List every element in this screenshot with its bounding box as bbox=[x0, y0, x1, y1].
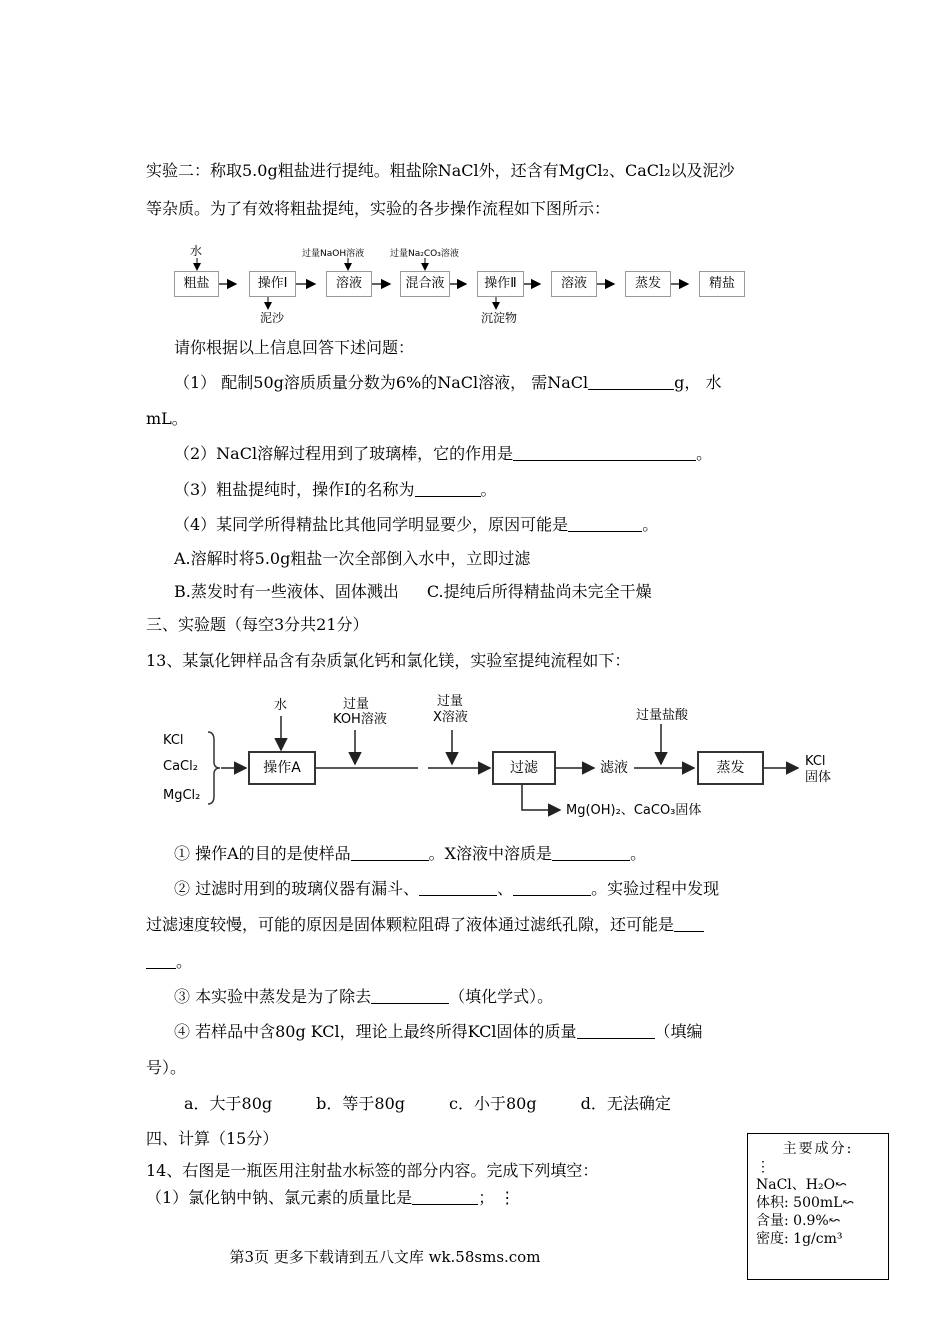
q2-text-b: 。 bbox=[696, 444, 713, 463]
q4-text-a: （4）某同学所得精盐比其他同学明显要少，原因可能是 bbox=[174, 515, 569, 534]
sample-mgcl2: MgCl₂ bbox=[163, 788, 201, 803]
question-1 bbox=[174, 372, 721, 394]
q4-blank[interactable] bbox=[568, 515, 642, 532]
tail-icon: ↜ bbox=[842, 1195, 855, 1211]
q2-blank[interactable] bbox=[513, 444, 696, 461]
flow2-product-kcl: KCl bbox=[805, 754, 826, 769]
subq-2 bbox=[174, 878, 719, 900]
c2-line2-text: 过滤速度较慢，可能的原因是固体颗粒阻碍了液体通过滤纸孔隙，还可能是 bbox=[146, 915, 675, 934]
question-3 bbox=[174, 479, 497, 501]
c2-blank-3[interactable] bbox=[674, 915, 704, 932]
tail-icon: ↜ bbox=[835, 1177, 847, 1193]
choice-c: c．小于80g bbox=[449, 1094, 537, 1113]
flow1-box-operation-1: 操作Ⅰ bbox=[249, 271, 296, 297]
label-l2-text: 体积: 500mL bbox=[756, 1195, 843, 1211]
q1-text-c: mL。 bbox=[146, 409, 188, 428]
question-2 bbox=[174, 443, 712, 465]
option-a: A.溶解时将5.0g粗盐一次全部倒入水中，立即过滤 bbox=[174, 549, 531, 568]
q14-1-text-b: ； bbox=[478, 1188, 495, 1207]
q14-1-dots: ⋮ bbox=[494, 1188, 516, 1207]
q1-text-b: g， 水 bbox=[674, 373, 722, 392]
c2-text-b: 、 bbox=[497, 879, 514, 898]
c4-text-a: ④ 若样品中含80g KCl，理论上最终所得KCl固体的质量 bbox=[174, 1022, 577, 1041]
c2-blank-2[interactable] bbox=[513, 879, 591, 896]
label-l3-text: 含量: 0.9% bbox=[756, 1213, 829, 1229]
option-b: B.蒸发时有一些液体、固体溅出 bbox=[174, 582, 399, 601]
q14-1-blank[interactable] bbox=[412, 1188, 478, 1205]
c2-text-a: ② 过滤时用到的玻璃仪器有漏斗、 bbox=[174, 879, 420, 898]
flow2-filtrate: 滤液 bbox=[600, 760, 628, 776]
q3-blank[interactable] bbox=[415, 480, 481, 497]
c3-text-a: ③ 本实验中蒸发是为了除去 bbox=[174, 987, 372, 1006]
label-line-4: 密度: 1g/cm³ bbox=[756, 1231, 843, 1247]
subq-3 bbox=[174, 986, 553, 1008]
exp2-line1: 实验二：称取5.0g粗盐进行提纯。粗盐除NaCl外，还含有MgCl₂、CaCl₂以及泥沙 bbox=[146, 161, 735, 180]
flow2-box-evaporate: 蒸发 bbox=[697, 751, 764, 785]
c2-text-c: 。实验过程中发现 bbox=[591, 879, 720, 898]
flow1-reagent-naoh: 过量NaOH溶液 bbox=[302, 249, 365, 259]
question-14: 14、右图是一瓶医用注射盐水标签的部分内容。完成下列填空： bbox=[146, 1161, 599, 1180]
question-14-1 bbox=[146, 1187, 515, 1209]
choice-d: d．无法确定 bbox=[580, 1094, 671, 1113]
q2-text-a: （2）NaCl溶解过程用到了玻璃棒，它的作用是 bbox=[174, 444, 514, 463]
c1-text-a: ① 操作A的目的是使样品 bbox=[174, 844, 351, 863]
subq-1 bbox=[174, 843, 646, 865]
c1-blank-1[interactable] bbox=[351, 844, 429, 861]
label-l1-text: NaCl、H₂O bbox=[756, 1177, 836, 1193]
subq-2-line2 bbox=[146, 914, 704, 936]
choice-b: b．等于80g bbox=[316, 1094, 406, 1113]
c2-line3-end: 。 bbox=[176, 952, 193, 971]
question-4 bbox=[174, 514, 658, 536]
subq-2-line3 bbox=[146, 951, 192, 973]
subq-4-line2: 号）。 bbox=[146, 1058, 187, 1077]
flow2-x-1: 过量 bbox=[437, 694, 464, 709]
flow1-reagent-na2co3: 过量Na₂CO₃溶液 bbox=[390, 249, 459, 259]
c2-blank-1[interactable] bbox=[419, 879, 497, 896]
sample-cacl2: CaCl₂ bbox=[163, 759, 198, 774]
label-title: 主要成分: bbox=[782, 1141, 854, 1157]
flow2-product-solid: 固体 bbox=[805, 770, 832, 785]
c1-text-b: 。X溶液中溶质是 bbox=[428, 844, 553, 863]
sample-kcl: KCl bbox=[163, 733, 184, 748]
flow2-box-operation-a: 操作A bbox=[248, 751, 316, 785]
q1-blank-nacl[interactable] bbox=[588, 373, 674, 390]
q3-text-b: 。 bbox=[480, 480, 497, 499]
q3-text-a: （3）粗盐提纯时，操作Ⅰ的名称为 bbox=[174, 480, 415, 499]
label-dots: ⋮ bbox=[756, 1159, 770, 1175]
c1-blank-2[interactable] bbox=[552, 844, 630, 861]
flow1-box-evaporate: 蒸发 bbox=[625, 271, 671, 297]
flow1-box-solution-2: 溶液 bbox=[551, 271, 597, 297]
q1-text-a: （1） 配制50g溶质质量分数为6%的NaCl溶液， 需NaCl bbox=[174, 373, 589, 392]
option-c: C.提纯后所得精盐尚未完全干燥 bbox=[426, 582, 652, 601]
c4-text-b: （填编 bbox=[654, 1022, 703, 1041]
flow2-hcl: 过量盐酸 bbox=[636, 708, 689, 723]
flow1-box-operation-2: 操作Ⅱ bbox=[477, 271, 524, 297]
exp2-line2: 等杂质。为了有效将粗盐提纯，实验的各步操作流程如下图所示： bbox=[146, 199, 611, 218]
flow2-box-filter: 过滤 bbox=[492, 751, 556, 785]
question-intro: 请你根据以上信息回答下述问题： bbox=[174, 338, 415, 357]
label-line-1 bbox=[756, 1176, 880, 1194]
c2-blank-3-cont[interactable] bbox=[146, 952, 176, 969]
subq-4 bbox=[174, 1021, 703, 1043]
flow1-out-sand: 泥沙 bbox=[260, 311, 285, 325]
q4-text-b: 。 bbox=[642, 515, 659, 534]
q14-1-text-a: （1）氯化钠中钠、氯元素的质量比是 bbox=[146, 1188, 413, 1207]
choices bbox=[184, 1093, 671, 1115]
flow1-water: 水 bbox=[190, 244, 203, 258]
flow1-box-refined-salt: 精盐 bbox=[699, 271, 745, 297]
flow2-x-2: X溶液 bbox=[433, 710, 468, 725]
flow1-box-solution: 溶液 bbox=[326, 271, 372, 297]
question-13: 13、某氯化钾样品含有杂质氯化钙和氯化镁，实验室提纯流程如下： bbox=[146, 651, 631, 670]
c4-blank[interactable] bbox=[577, 1022, 655, 1039]
c1-text-c: 。 bbox=[630, 844, 647, 863]
flow2-precipitate: Mg(OH)₂、CaCO₃固体 bbox=[566, 803, 702, 818]
page-footer: 第3页 更多下载请到五八文库 wk.58sms.com bbox=[229, 1248, 541, 1266]
flow1-box-mixture: 混合液 bbox=[400, 271, 450, 297]
choice-a: a．大于80g bbox=[184, 1094, 273, 1113]
option-b-c bbox=[174, 581, 652, 603]
flow1-box-crude-salt: 粗盐 bbox=[174, 271, 219, 297]
section-3-title: 三、实验题（每空3分共21分） bbox=[146, 615, 369, 634]
label-line-3 bbox=[756, 1212, 880, 1230]
section-4-title: 四、计算（15分） bbox=[146, 1129, 279, 1148]
flow2-water: 水 bbox=[274, 698, 288, 713]
flow1-out-precipitate: 沉淀物 bbox=[481, 311, 518, 325]
tail-icon: ↜ bbox=[828, 1213, 841, 1229]
label-line-2 bbox=[756, 1194, 880, 1212]
c3-blank[interactable] bbox=[371, 987, 449, 1004]
flow2-koh-1: 过量 bbox=[343, 697, 370, 712]
c3-text-b: （填化学式）。 bbox=[449, 987, 554, 1006]
flow2-koh-2: KOH溶液 bbox=[333, 712, 387, 727]
